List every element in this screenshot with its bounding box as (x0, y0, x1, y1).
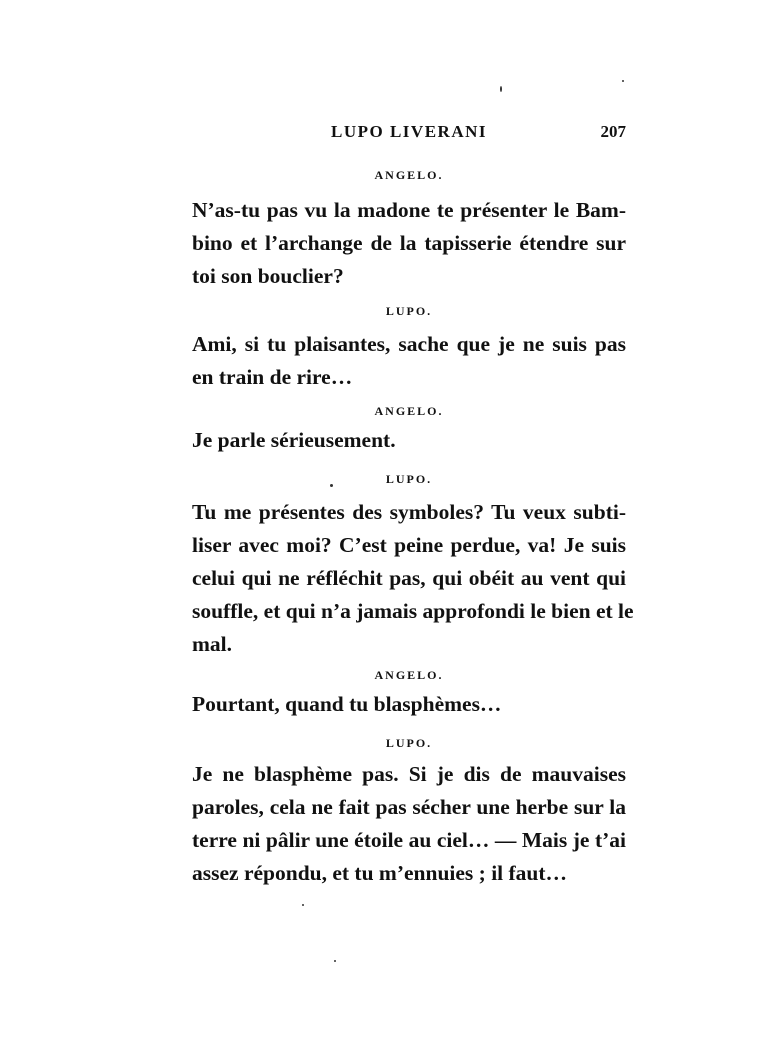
speech-line: mal. (192, 632, 233, 656)
scan-speck (622, 80, 624, 82)
page-number: 207 (600, 122, 626, 141)
speech-block (192, 496, 634, 661)
speech-line: Je parle sérieusement. (192, 428, 396, 452)
speech-line: terre ni pâlir une étoile au ciel… — Mais je t’ai (192, 828, 626, 852)
scan-speck (330, 484, 333, 487)
speaker-angelo: ANGELO. (374, 168, 444, 182)
speech-block (192, 688, 626, 721)
speech-line: Pourtant, quand tu blasphèmes… (192, 692, 502, 716)
speech-block (192, 424, 626, 457)
speaker-lupo: LUPO. (385, 472, 433, 486)
speech-line: souffle, et qui n’a jamais approfondi le bien et le (192, 599, 634, 623)
speech-line: Je ne blasphème pas. Si je dis de mauvaises (192, 762, 626, 786)
speech-block (192, 328, 626, 394)
scan-speck (302, 904, 304, 906)
speech-line: toi son bouclier? (192, 264, 344, 288)
speech-line: bino et l’archange de la tapisserie étendre sur (192, 231, 626, 255)
speech-block (192, 758, 626, 890)
speaker-lupo: LUPO. (385, 736, 433, 750)
speech-line: Tu me présentes des symboles? Tu veux subti- (192, 500, 626, 524)
speech-line: en train de rire… (192, 365, 353, 389)
scan-speck (334, 960, 336, 962)
speech-line: N’as-tu pas vu la madone te présenter le Bam- (192, 198, 626, 222)
scan-speck (500, 86, 502, 92)
speech-line: assez répondu, et tu m’ennuies ; il faut… (192, 861, 568, 885)
speaker-angelo: ANGELO. (374, 668, 444, 682)
speech-line: liser avec moi? C’est peine perdue, va! Je suis (192, 533, 626, 557)
speech-line: paroles, cela ne fait pas sécher une herbe sur la (192, 795, 626, 819)
speaker-angelo: ANGELO. (374, 404, 444, 418)
speech-line: Ami, si tu plaisantes, sache que je ne suis pas (192, 332, 626, 356)
running-title: LUPO LIVERANI (331, 122, 487, 141)
running-head (192, 122, 626, 146)
speech-line: celui qui ne réfléchit pas, qui obéit au vent qui (192, 566, 626, 590)
speech-block (192, 194, 626, 293)
speaker-lupo: LUPO. (385, 304, 433, 318)
